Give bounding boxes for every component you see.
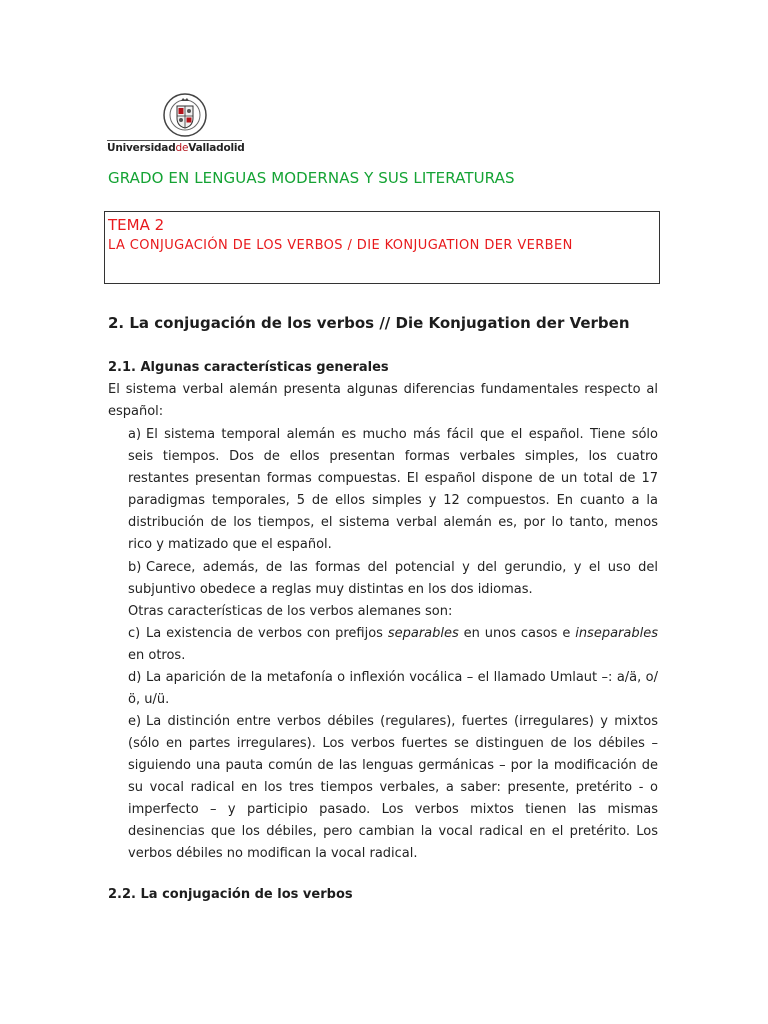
list-marker: c) (128, 626, 141, 641)
degree-title: GRADO EN LENGUAS MODERNAS Y SUS LITERATURAS (108, 169, 515, 187)
tema-title: LA CONJUGACIÓN DE LOS VERBOS / DIE KONJUGATION DER VERBEN (108, 238, 573, 253)
list-item-a (128, 424, 658, 556)
list-item-d (128, 667, 658, 711)
subsection-heading-2-1: 2.1. Algunas características generales (108, 360, 389, 375)
university-logo (107, 92, 245, 156)
university-seal-icon (162, 92, 208, 138)
list-item-c (128, 623, 658, 667)
list-item-e (128, 711, 658, 865)
intro-paragraph: El sistema verbal alemán presenta algunas diferencias fundamentales respecto al español: (108, 382, 658, 419)
list-item-b (128, 557, 658, 601)
list-item-text: Carece, además, de las formas del potencial y del gerundio, y el uso del subjuntivo obedece a reglas muy distintas en los dos idiomas. (128, 560, 658, 597)
list-item-text: El sistema temporal alemán es mucho más fácil que el español. Tiene sólo seis tiempos. Dos de ellos presentan formas verbales simples, los cuatro restantes presentan formas compuestas. El español dispone de un total de 17 paradigmas temporales, 5 de ellos simples y 12 compuestos. En cuanto a la distribución de los tiempos, el sistema verbal alemán es, por lo tanto, menos rico y matizado que el español. (128, 427, 658, 552)
list-marker: d) (128, 670, 142, 685)
list-item-text: La aparición de la metafonía o inflexión vocálica – el llamado Umlaut –: a/ä, o/ö, u/ü. (128, 670, 658, 707)
logo-rule (107, 140, 242, 141)
tema-box (104, 211, 660, 284)
list-marker: b) (128, 560, 142, 575)
list-marker: a) (128, 427, 142, 442)
subsection-heading-2-2: 2.2. La conjugación de los verbos (108, 887, 353, 902)
list-marker: e) (128, 714, 142, 729)
tema-number: TEMA 2 (108, 216, 165, 234)
others-intro: Otras características de los verbos alemanes son: (128, 604, 453, 619)
list-item-text: La distinción entre verbos débiles (regulares), fuertes (irregulares) y mixtos (sólo en partes irregulares). Los verbos fuertes se distinguen de los débiles – siguiendo una pauta común de las lenguas germánicas – por la modificación de su vocal radical en los tres tiempos verbales, a saber: presente, pretérito - o imperfecto – y participio pasado. Los verbos mixtos tienen las mismas desinencias que los débiles, pero cambian la vocal radical en el pretérito. Los verbos débiles no modifican la vocal radical. (128, 714, 658, 861)
emphasis-inseparables: inseparables (575, 626, 658, 641)
university-name: UniversidaddeValladolid (107, 142, 245, 154)
section-heading: 2. La conjugación de los verbos // Die Konjugation der Verben (108, 314, 630, 332)
list-item-text: La existencia de verbos con prefijos separables en unos casos e inseparables en otros. (128, 626, 658, 663)
emphasis-separables: separables (387, 626, 459, 641)
